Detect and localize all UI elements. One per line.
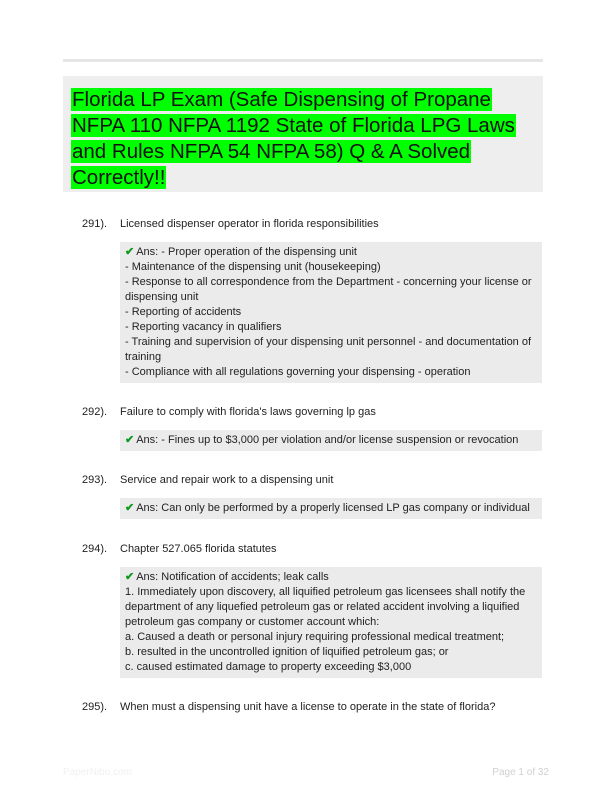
- answer-box: [120, 242, 542, 383]
- qa-item-293: [82, 473, 542, 519]
- question-row: [82, 700, 542, 714]
- page-number: Page 1 of 32: [492, 767, 549, 778]
- question-number: 295).: [82, 701, 108, 713]
- answer-line: Ans: - Proper operation of the dispensing unit: [136, 246, 357, 258]
- document-title: Florida LP Exam (Safe Dispensing of Propane NFPA 110 NFPA 1192 State of Florida LPG Laws and Rules NFPA 54 NFPA 58) Q & A Solved Correctly!!: [72, 88, 515, 189]
- answer-line: Ans: - Fines up to $3,000 per violation and/or license suspension or revocation: [136, 434, 519, 446]
- answer-line: Ans: Notification of accidents; leak calls: [136, 571, 329, 583]
- question-row: [82, 473, 542, 487]
- question-number: 294).: [82, 543, 108, 555]
- footer-watermark: PaperNibo.com: [63, 767, 132, 778]
- answer-box: [120, 430, 542, 451]
- answer-line: Ans: Can only be performed by a properly licensed LP gas company or individual: [136, 502, 530, 514]
- question-row: [82, 542, 542, 556]
- question-text: Service and repair work to a dispensing unit: [120, 474, 334, 486]
- answer-line: - Reporting of accidents: [125, 306, 242, 318]
- check-icon: ✔: [125, 434, 135, 446]
- check-icon: ✔: [125, 502, 135, 514]
- answer-line: 1. Immediately upon discovery, all liquified petroleum gas licensees shall notify the department of any liquefied petroleum gas or related accident involving a liquified petroleum gas company or customer account which:: [125, 586, 526, 628]
- question-number: 292).: [82, 406, 108, 418]
- question-number: 293).: [82, 474, 108, 486]
- question-row: [82, 405, 542, 419]
- qa-item-291: [82, 217, 542, 383]
- qa-item-295: [82, 700, 542, 714]
- question-text: When must a dispensing unit have a license to operate in the state of florida?: [120, 701, 496, 713]
- title-box: [63, 76, 543, 192]
- top-divider: [63, 59, 543, 62]
- question-text: Licensed dispenser operator in florida responsibilities: [120, 218, 379, 230]
- check-icon: ✔: [125, 571, 135, 583]
- answer-line: - Compliance with all regulations governing your dispensing - operation: [125, 366, 471, 378]
- answer-line: - Maintenance of the dispensing unit (housekeeping): [125, 261, 381, 273]
- question-text: Chapter 527.065 florida statutes: [120, 543, 277, 555]
- answer-line: a. Caused a death or personal injury requiring professional medical treatment;: [125, 631, 505, 643]
- answer-line: - Response to all correspondence from the Department - concerning your license or dispensing unit: [125, 276, 532, 303]
- question-number: 291).: [82, 218, 108, 230]
- qa-item-292: [82, 405, 542, 451]
- answer-line: - Reporting vacancy in qualifiers: [125, 321, 282, 333]
- check-icon: ✔: [125, 246, 135, 258]
- answer-box: [120, 567, 542, 678]
- qa-item-294: [82, 542, 542, 678]
- answer-line: - Training and supervision of your dispensing unit personnel - and documentation of training: [125, 336, 532, 363]
- question-text: Failure to comply with florida's laws governing lp gas: [120, 406, 376, 418]
- question-row: [82, 217, 542, 231]
- answer-line: b. resulted in the uncontrolled ignition of liquified petroleum gas; or: [125, 646, 449, 658]
- answer-box: [120, 498, 542, 519]
- answer-line: c. caused estimated damage to property exceeding $3,000: [125, 661, 412, 673]
